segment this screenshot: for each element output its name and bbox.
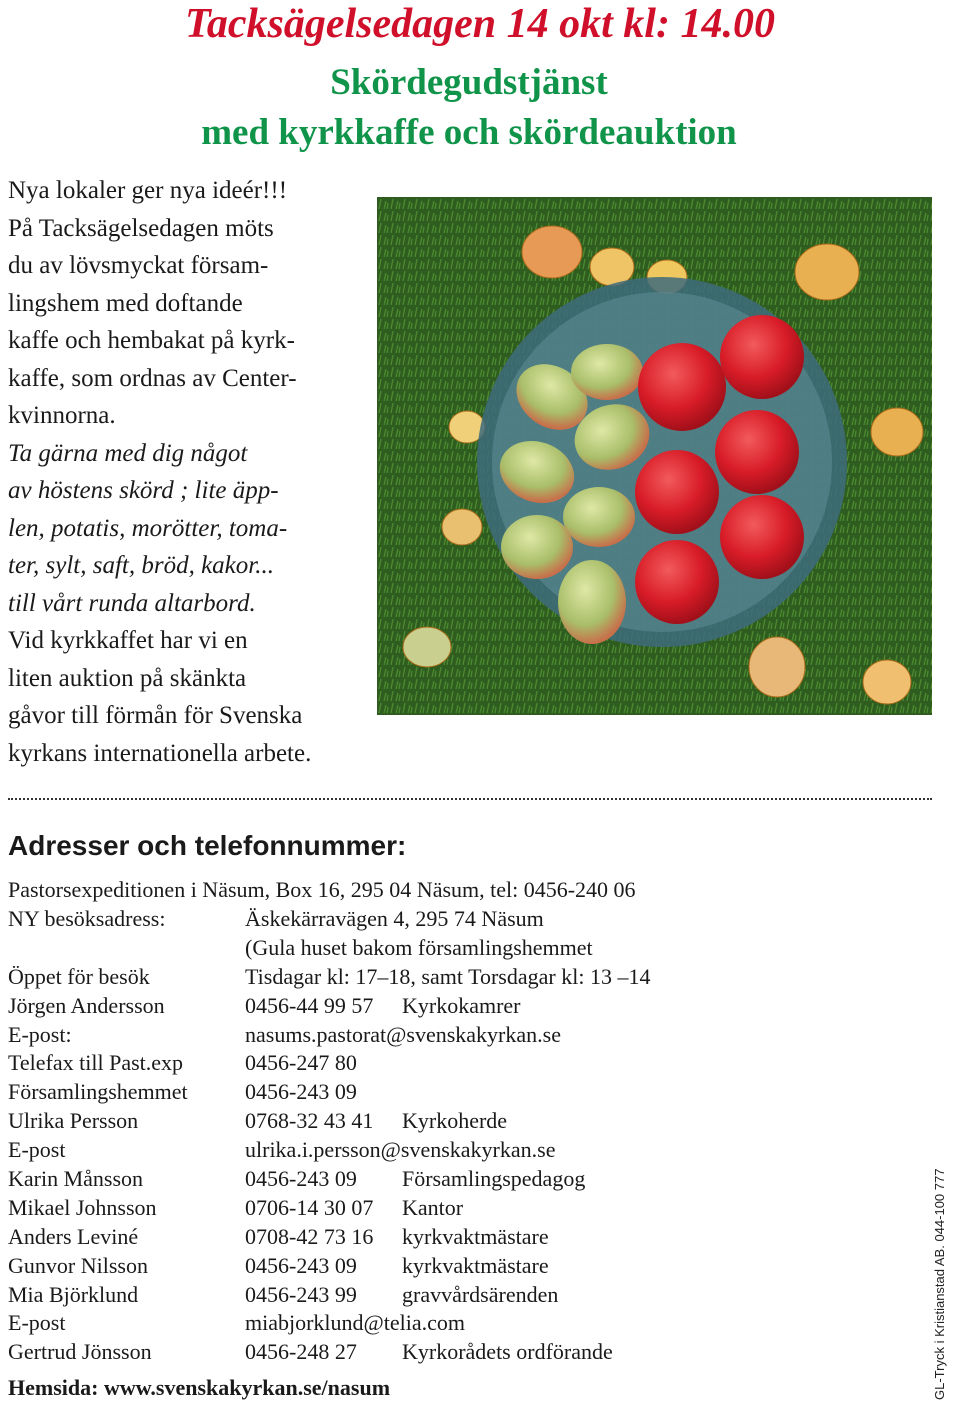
event-subtitle	[0, 58, 938, 158]
homepage-link[interactable]: Hemsida: www.svenskakyrkan.se/nasum	[8, 1375, 391, 1400]
contact-value: Tisdagar kl: 17–18, samt Torsdagar kl: 13 –14	[245, 963, 651, 989]
contact-role: Kantor	[402, 1194, 464, 1220]
contact-row	[8, 1338, 908, 1367]
intro-regular-1	[8, 172, 376, 435]
contact-row	[8, 1165, 908, 1194]
contact-row	[8, 1021, 908, 1050]
contact-value: 0456-247 80	[245, 1050, 357, 1076]
contact-row	[8, 1281, 908, 1310]
contact-label: Karin Månsson	[8, 1166, 144, 1192]
intro-regular-2	[8, 622, 376, 772]
intro-line: ter, sylt, saft, bröd, kakor...	[8, 552, 274, 579]
contact-role: kyrkvaktmästare	[402, 1252, 549, 1278]
email-link[interactable]: nasums.pastorat@svenskakyrkan.se	[245, 1021, 561, 1047]
divider	[8, 798, 932, 800]
contact-value: 0768-32 43 41	[245, 1108, 374, 1134]
contact-label: Jörgen Andersson	[8, 992, 165, 1018]
contact-value: 0456-248 27	[245, 1339, 357, 1365]
intro-line: På Tacksägelsedagen möts	[8, 214, 274, 242]
contact-row	[8, 1223, 908, 1252]
contact-role: Församlingspedagog	[402, 1166, 586, 1192]
contact-row	[8, 1107, 908, 1136]
contact-label: Gunvor Nilsson	[8, 1252, 148, 1278]
intro-line: len, potatis, morötter, toma-	[8, 514, 288, 542]
contact-row	[8, 1136, 908, 1165]
intro-line: av höstens skörd ; lite äpp-	[8, 477, 279, 504]
contact-label: NY besöksadress:	[8, 906, 166, 931]
intro-line: Nya lokaler ger nya ideér!!!	[8, 177, 288, 204]
intro-line: Ta gärna med dig något	[8, 439, 248, 467]
subtitle-line-2: med kyrkkaffe och skördeauktion	[201, 112, 737, 153]
contact-label: Öppet för besök	[8, 963, 150, 989]
contact-value: 0456-243 09	[245, 1079, 357, 1105]
contact-row	[8, 934, 908, 963]
intro-line: lingshem med doftande	[8, 289, 243, 317]
contact-role: Kyrkoherde	[402, 1108, 508, 1134]
contact-value: (Gula huset bakom församlingshemmet	[245, 934, 593, 960]
intro-line: kvinnorna.	[8, 402, 116, 429]
contact-label: E-post	[8, 1310, 66, 1336]
contact-row	[8, 1194, 908, 1223]
contact-row	[8, 1078, 908, 1107]
contact-label: Gertrud Jönsson	[8, 1339, 152, 1365]
contact-row	[8, 1252, 908, 1281]
contact-value: Äskekärravägen 4, 295 74 Näsum	[245, 906, 544, 931]
contact-role: Kyrkokamrer	[402, 992, 521, 1018]
intro-line: kaffe och hembakat på kyrk-	[8, 327, 295, 354]
contact-row	[8, 1309, 908, 1338]
contact-value: 0456-44 99 57	[245, 992, 374, 1018]
contact-value: 0456-243 09	[245, 1252, 357, 1278]
intro-line: gåvor till förmån för Svenska	[8, 702, 303, 729]
email-link[interactable]: ulrika.i.persson@svenskakyrkan.se	[245, 1137, 556, 1163]
intro-line: till vårt runda altarbord.	[8, 589, 256, 617]
contact-label: Telefax till Past.exp	[8, 1050, 184, 1076]
addresses-heading: Adresser och telefonnummer:	[8, 830, 407, 861]
contact-label: E-post:	[8, 1021, 72, 1047]
contact-label: Anders Leviné	[8, 1223, 139, 1249]
harvest-photo	[377, 197, 932, 715]
contact-value: 0456-243 09	[245, 1166, 357, 1192]
intro-line: liten auktion på skänkta	[8, 664, 247, 692]
contact-label: Församlingshemmet	[8, 1079, 188, 1105]
intro-italic	[8, 435, 376, 623]
printer-note: GL-Tryck i Kristianstad AB. 044-100 777	[932, 1168, 947, 1400]
contact-role: Kyrkorådets ordförande	[402, 1339, 613, 1365]
contact-role: gravvårdsärenden	[402, 1281, 559, 1307]
contact-label: Mikael Johnsson	[8, 1194, 157, 1220]
intro-line: kaffe, som ordnas av Center-	[8, 364, 297, 392]
contact-row	[8, 1049, 908, 1078]
subtitle-line-1: Skördegudstjänst	[330, 62, 608, 103]
email-link[interactable]: miabjorklund@telia.com	[245, 1310, 466, 1336]
office-line: Pastorsexpeditionen i Näsum, Box 16, 295 04 Näsum, tel: 0456-240 06	[8, 877, 636, 902]
intro-line: du av lövsmyckat försam-	[8, 252, 269, 279]
contact-row	[8, 905, 908, 934]
contact-row	[8, 963, 908, 992]
intro-line: kyrkans internationella arbete.	[8, 739, 312, 767]
contact-value: 0456-243 99	[245, 1281, 357, 1307]
contact-value: 0706-14 30 07	[245, 1194, 374, 1220]
contact-role: kyrkvaktmästare	[402, 1223, 549, 1249]
contact-label: Mia Björklund	[8, 1281, 139, 1307]
contact-label: Ulrika Persson	[8, 1108, 139, 1134]
contact-label: E-post	[8, 1137, 66, 1163]
intro-line: Vid kyrkkaffet har vi en	[8, 627, 248, 654]
contact-row	[8, 992, 908, 1021]
contact-list	[8, 905, 908, 1367]
intro-text	[8, 172, 376, 772]
event-title: Tacksägelsedagen 14 okt kl: 14.00	[185, 1, 775, 47]
harvest-photo-icon	[377, 197, 932, 715]
contact-value: 0708-42 73 16	[245, 1223, 374, 1249]
